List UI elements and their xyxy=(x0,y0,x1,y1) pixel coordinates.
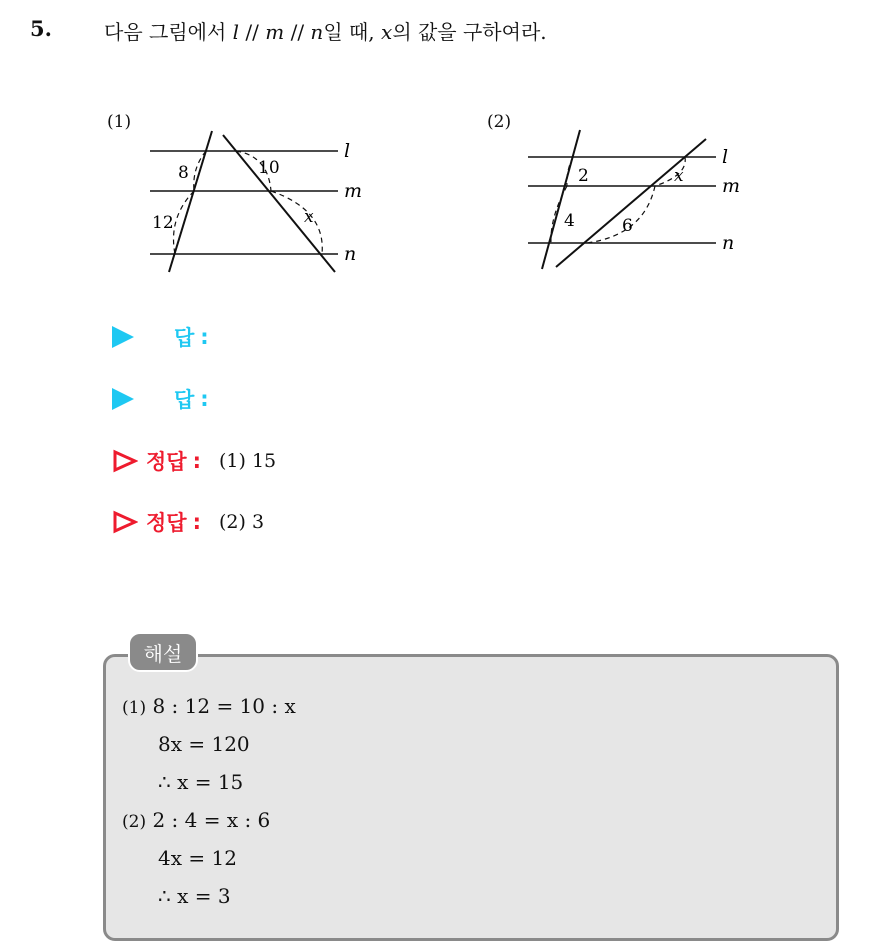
transversal-2 xyxy=(223,135,335,272)
solution-line: ∴ x = 15 xyxy=(158,770,244,794)
correct-answer-value: (1) 15 xyxy=(218,450,277,472)
solution-line: ∴ x = 3 xyxy=(158,884,231,908)
correct-answer-colon: : xyxy=(192,449,201,473)
seg-label-6: 6 xyxy=(622,216,633,236)
outline-arrow-icon xyxy=(112,510,138,534)
solution-line: (1) 8 : 12 = 10 : x xyxy=(122,694,296,718)
answer-label: 답 xyxy=(174,326,195,350)
figure-1-label: (1) xyxy=(107,112,132,132)
answer-row-1[interactable] xyxy=(112,322,209,352)
figure-2-label: (2) xyxy=(487,112,512,132)
arc-x xyxy=(271,191,322,254)
answer-colon: : xyxy=(200,387,209,411)
transversal-2 xyxy=(556,139,706,267)
answer-label: 답 xyxy=(174,388,195,412)
correct-answer-row-2 xyxy=(112,507,264,537)
play-arrow-icon xyxy=(112,388,134,410)
seg-label-x: x xyxy=(674,166,684,186)
line-label-l: l xyxy=(344,140,351,162)
transversal-1 xyxy=(542,130,580,269)
seg-label-8: 8 xyxy=(178,163,189,183)
arc-6 xyxy=(587,186,655,243)
solution-line: 4x = 12 xyxy=(158,846,237,870)
explanation-tab: 해설 xyxy=(128,632,198,672)
line-label-m: m xyxy=(722,175,741,197)
line-label-n: n xyxy=(722,232,735,254)
correct-answer-colon: : xyxy=(192,510,201,534)
correct-answer-row-1 xyxy=(112,446,276,476)
play-arrow-icon xyxy=(112,326,134,348)
line-label-n: n xyxy=(344,243,357,265)
correct-answer-label: 정답 xyxy=(146,450,187,474)
seg-label-2: 2 xyxy=(578,166,589,186)
figure-2-diagram xyxy=(520,125,760,275)
solution-line: (2) 2 : 4 = x : 6 xyxy=(122,808,271,832)
answer-row-2[interactable] xyxy=(112,384,209,414)
solution-line: 8x = 120 xyxy=(158,732,250,756)
line-label-m: m xyxy=(344,180,363,202)
answer-colon: : xyxy=(200,325,209,349)
seg-label-12: 12 xyxy=(152,213,174,233)
line-label-l: l xyxy=(722,146,729,168)
question-text: 다음 그림에서 l // m // n일 때, x의 값을 구하여라. xyxy=(104,20,547,44)
correct-answer-value: (2) 3 xyxy=(218,511,265,533)
question-number: 5. xyxy=(30,16,52,41)
seg-label-x: x xyxy=(304,207,314,227)
correct-answer-label: 정답 xyxy=(146,511,187,535)
figure-1-diagram xyxy=(140,120,370,280)
seg-label-4: 4 xyxy=(564,211,575,231)
seg-label-10: 10 xyxy=(258,158,280,178)
outline-arrow-icon xyxy=(112,449,138,473)
